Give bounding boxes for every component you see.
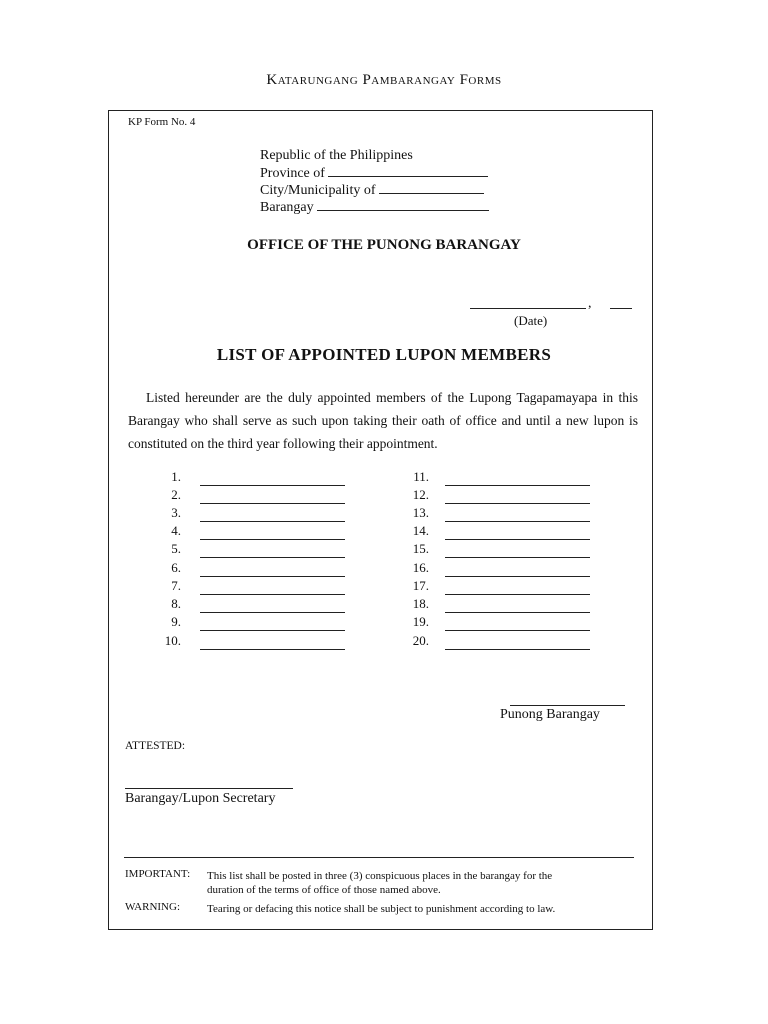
member-number: 17. <box>412 578 429 593</box>
member-blank[interactable] <box>445 521 590 522</box>
member-number: 19. <box>412 614 429 629</box>
city-label: City/Municipality of <box>260 183 376 198</box>
member-number: 14. <box>412 523 429 538</box>
date-year-blank[interactable] <box>610 308 632 309</box>
member-blank[interactable] <box>200 503 345 504</box>
member-blank[interactable] <box>200 557 345 558</box>
member-blank[interactable] <box>200 630 345 631</box>
warning-label: WARNING: <box>125 901 180 913</box>
member-number: 10. <box>164 633 181 648</box>
member-number: 5. <box>171 541 181 556</box>
city-blank[interactable] <box>379 181 484 194</box>
province-blank[interactable] <box>328 164 488 177</box>
important-text-line-1: This list shall be posted in three (3) conspicuous places in the barangay for the <box>207 870 553 882</box>
member-blank[interactable] <box>445 539 590 540</box>
member-number: 16. <box>412 560 429 575</box>
member-blank[interactable] <box>200 576 345 577</box>
notice-divider <box>124 857 634 858</box>
important-label: IMPORTANT: <box>125 868 191 880</box>
form-border <box>108 110 653 930</box>
member-number: 4. <box>171 523 181 538</box>
barangay-label: Barangay <box>260 200 314 215</box>
member-number: 9. <box>171 614 181 629</box>
province-line <box>260 164 488 182</box>
member-blank[interactable] <box>200 594 345 595</box>
intro-paragraph <box>128 386 638 455</box>
member-number: 11. <box>413 469 429 484</box>
member-number: 2. <box>171 487 181 502</box>
member-blank[interactable] <box>445 612 590 613</box>
member-blank[interactable] <box>200 612 345 613</box>
member-blank[interactable] <box>445 649 590 650</box>
punong-barangay-label: Punong Barangay <box>500 707 600 722</box>
member-blank[interactable] <box>200 485 345 486</box>
member-number: 6. <box>171 560 181 575</box>
member-number: 8. <box>171 596 181 611</box>
member-blank[interactable] <box>445 485 590 486</box>
member-blank[interactable] <box>200 521 345 522</box>
city-line <box>260 181 484 199</box>
member-number: 7. <box>171 578 181 593</box>
member-blank[interactable] <box>200 649 345 650</box>
date-comma: , <box>588 296 592 311</box>
date-label: (Date) <box>514 313 548 328</box>
member-blank[interactable] <box>445 503 590 504</box>
secretary-signature-blank[interactable] <box>125 788 293 789</box>
member-number: 15. <box>412 541 429 556</box>
member-number: 1. <box>171 469 181 484</box>
forms-header-title: Katarungang Pambarangay Forms <box>266 72 502 88</box>
member-blank[interactable] <box>445 630 590 631</box>
member-blank[interactable] <box>200 539 345 540</box>
member-blank[interactable] <box>445 576 590 577</box>
important-text-line-2: duration of the terms of office of those named above. <box>207 884 441 896</box>
member-number: 20. <box>412 633 429 648</box>
form-number: KP Form No. 4 <box>128 116 196 128</box>
member-number: 13. <box>412 505 429 520</box>
intro-text: Listed hereunder are the duly appointed members of the Lupong Tagapamayapa in this Barangay who shall serve as such upon taking their oath of office and until a new lupon is constituted on the third year following their appointment. <box>128 390 638 451</box>
member-number: 12. <box>412 487 429 502</box>
barangay-line <box>260 198 489 216</box>
member-blank[interactable] <box>445 557 590 558</box>
list-title: LIST OF APPOINTED LUPON MEMBERS <box>216 345 552 364</box>
punong-barangay-signature-blank[interactable] <box>510 705 625 706</box>
office-heading: OFFICE OF THE PUNONG BARANGAY <box>247 237 521 253</box>
secretary-label: Barangay/Lupon Secretary <box>125 791 276 806</box>
province-label: Province of <box>260 166 325 181</box>
member-number: 18. <box>412 596 429 611</box>
republic-line: Republic of the Philippines <box>260 148 413 163</box>
member-blank[interactable] <box>445 594 590 595</box>
date-blank[interactable] <box>470 308 586 309</box>
attested-label: ATTESTED: <box>125 740 186 752</box>
warning-text: Tearing or defacing this notice shall be subject to punishment according to law. <box>207 903 556 915</box>
member-number: 3. <box>171 505 181 520</box>
barangay-blank[interactable] <box>317 198 489 211</box>
